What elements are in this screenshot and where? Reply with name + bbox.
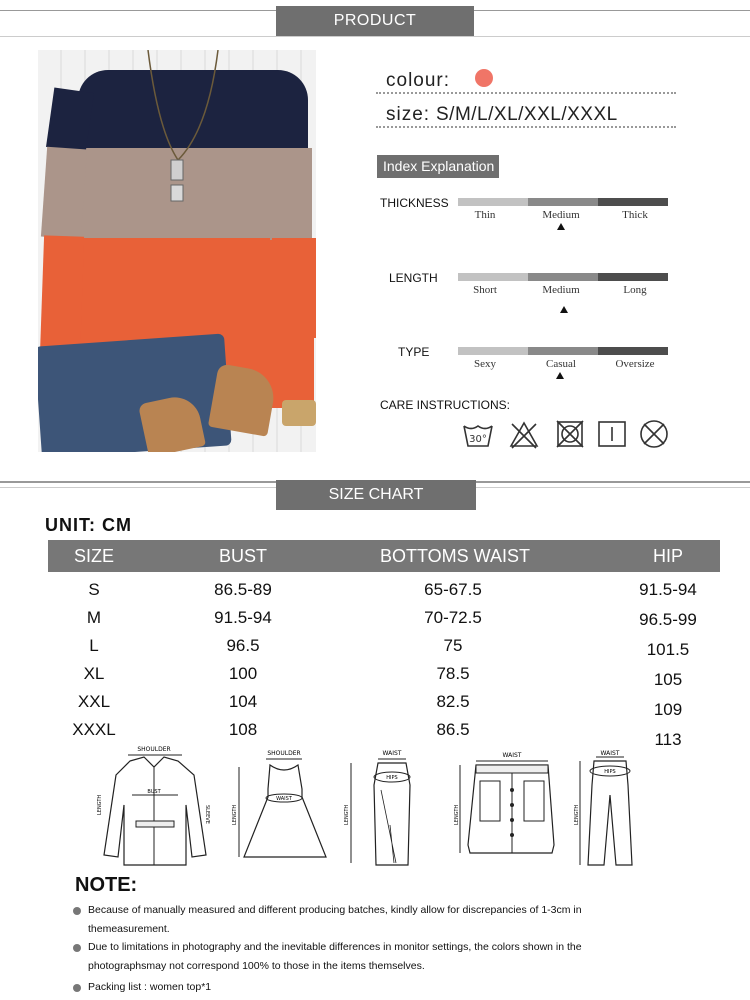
col-size: SIZE: [73, 546, 114, 566]
thickness-option-thick: Thick: [622, 209, 648, 221]
coat-shoulder-label: SHOULDER: [137, 746, 171, 753]
wash-temp-text: 30°: [469, 434, 487, 445]
waist-cell: 82.5: [436, 692, 470, 711]
coat-bust-label: BUST: [147, 789, 161, 795]
denim-skirt-diagram: [454, 745, 570, 865]
coat-diagram: [96, 745, 216, 865]
hip-cell: 109: [653, 700, 683, 719]
dress-length-label: LENGTH: [232, 804, 238, 825]
size-value[interactable]: S/M/L/XL/XXL/XXXL: [436, 104, 618, 125]
hip-cell: 105: [653, 670, 683, 689]
dress-waist-label: WAIST: [276, 796, 292, 802]
thickness-selected-marker: [557, 223, 565, 230]
hip-cell: 91.5-94: [639, 580, 697, 599]
no-tumble-dry-icon: [554, 418, 586, 450]
unit-label: UNIT: CM: [45, 515, 132, 535]
waist-cell: 75: [443, 636, 463, 655]
pants-hips-label: HIPS: [604, 769, 616, 775]
bust-cell: 104: [228, 692, 258, 711]
care-instructions-title: CARE INSTRUCTIONS:: [380, 398, 511, 412]
skirt-waist-label: WAIST: [382, 750, 402, 757]
type-option-casual: Casual: [546, 358, 576, 370]
bust-cell: 91.5-94: [214, 608, 272, 627]
note-bullet: [73, 984, 81, 992]
coat-sleeve-label: SLEEVE: [204, 805, 210, 824]
thickness-label: THICKNESS: [380, 196, 449, 210]
coat-length-label: LENGTH: [97, 794, 103, 815]
hip-cell: 101.5: [646, 640, 690, 659]
waist-cell: 78.5: [436, 664, 470, 683]
length-option-short: Short: [473, 284, 497, 296]
size-cell: M: [86, 608, 102, 627]
type-selected-marker: [556, 372, 564, 379]
size-cell: L: [89, 636, 99, 655]
pencil-skirt-diagram: [344, 745, 424, 865]
bust-cell: 96.5: [226, 636, 260, 655]
note-item: Because of manually measured and different producing batches, kindly allow for discrepancies of 1-3cm in themeasurement.: [88, 904, 582, 935]
dress-diagram: [232, 745, 332, 865]
bust-cell: 100: [228, 664, 258, 683]
hip-cell: 113: [654, 730, 682, 749]
note-item: Packing list : women top*1: [88, 981, 212, 993]
flare-pants-diagram: [574, 745, 644, 865]
note-bullet: [73, 944, 81, 952]
col-hip: HIP: [652, 546, 683, 566]
type-option-sexy: Sexy: [474, 358, 496, 370]
size-chart-title: SIZE CHART: [276, 480, 476, 510]
type-option-oversize: Oversize: [615, 358, 655, 370]
wash-30-icon: [462, 418, 494, 450]
thickness-option-medium: Medium: [542, 209, 580, 221]
no-bleach-icon: [508, 418, 540, 450]
length-selected-marker: [560, 306, 568, 313]
length-label: LENGTH: [389, 271, 438, 285]
size-cell: XXL: [77, 692, 111, 711]
size-divider: [376, 126, 676, 128]
note-title: NOTE:: [75, 874, 138, 896]
note-item: Due to limitations in photography and the inevitable differences in monitor settings, the colors shown in the photographsmay not correspond 100% to those in the items themselves.: [88, 941, 582, 972]
size-label: size:: [386, 104, 431, 125]
waist-cell: 70-72.5: [424, 608, 482, 627]
colour-label: colour:: [386, 70, 451, 91]
type-label: TYPE: [398, 345, 430, 359]
colour-divider: [376, 92, 676, 94]
dress-shoulder-label: SHOULDER: [267, 750, 301, 757]
no-dry-clean-icon: [638, 418, 670, 450]
product-info-title: PRODUCT INFORMATION: [276, 6, 474, 36]
size-cell: XXXL: [72, 720, 116, 739]
col-bottoms-waist: BOTTOMS WAIST: [379, 546, 530, 566]
col-bust: BUST: [218, 546, 267, 566]
thickness-option-thin: Thin: [474, 209, 496, 221]
denim-waist-label: WAIST: [502, 752, 522, 759]
skirt-length-label: LENGTH: [344, 804, 350, 825]
colour-swatch[interactable]: [475, 69, 493, 87]
length-option-medium: Medium: [542, 284, 580, 296]
size-table-header: [48, 540, 720, 572]
waist-cell: 65-67.5: [424, 580, 482, 599]
note-bullet: [73, 907, 81, 915]
hip-cell: 96.5-99: [639, 610, 697, 629]
line-dry-icon: [596, 418, 628, 450]
waist-cell: 86.5: [436, 720, 470, 739]
size-cell: XL: [83, 664, 105, 683]
bust-cell: 108: [228, 720, 258, 739]
index-explanation-title: Index Explanation: [377, 155, 499, 178]
bust-cell: 86.5-89: [214, 580, 272, 599]
pants-waist-label: WAIST: [600, 750, 620, 757]
pants-length-label: LENGTH: [574, 804, 580, 825]
denim-length-label: LENGTH: [454, 804, 460, 825]
length-option-long: Long: [623, 284, 647, 296]
skirt-hips-label: HIPS: [386, 775, 398, 781]
product-photo: [38, 50, 316, 452]
size-cell: S: [88, 580, 100, 599]
